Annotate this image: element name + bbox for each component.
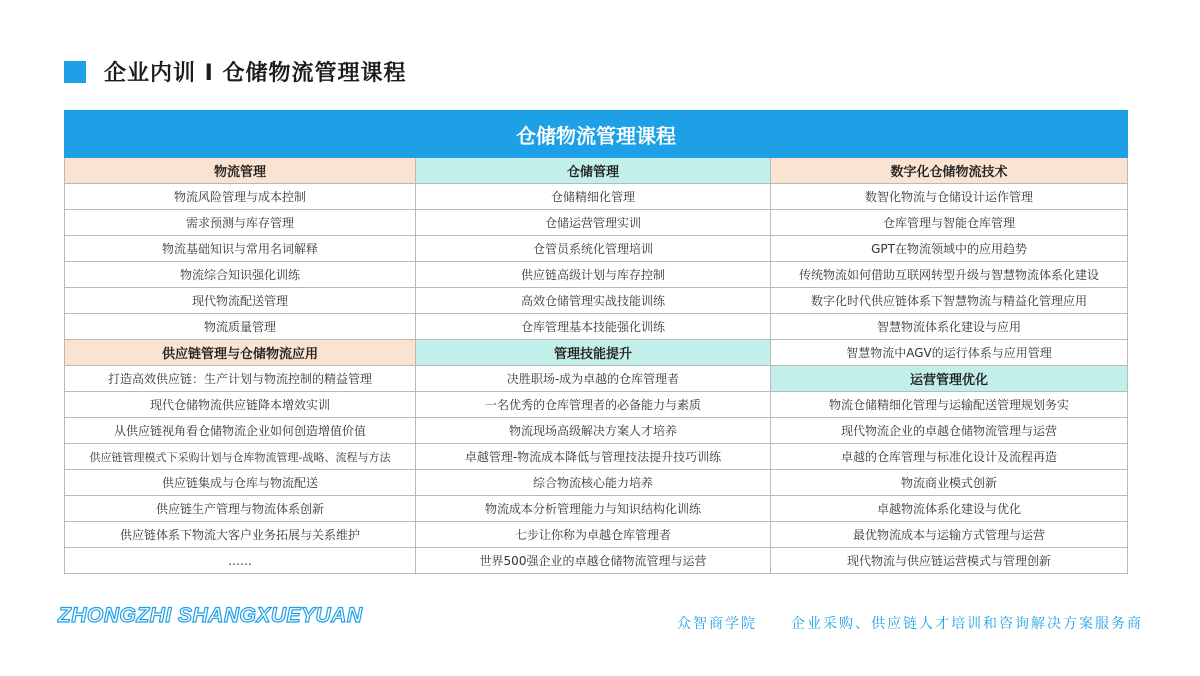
category-header: 供应链管理与仓储物流应用	[65, 340, 416, 366]
table-row	[65, 262, 1128, 288]
course-cell: 最优物流成本与运输方式管理与运营	[771, 522, 1128, 548]
course-cell: 数智化物流与仓储设计运作管理	[771, 184, 1128, 210]
category-header: 物流管理	[65, 158, 416, 184]
course-cell: 物流仓储精细化管理与运输配送管理规划务实	[771, 392, 1128, 418]
course-cell: 供应链管理模式下采购计划与仓库物流管理-战略、流程与方法	[65, 444, 416, 470]
table-row	[65, 236, 1128, 262]
course-cell: 决胜职场-成为卓越的仓库管理者	[416, 366, 771, 392]
course-cell: GPT在物流领域中的应用趋势	[771, 236, 1128, 262]
course-cell: 物流风险管理与成本控制	[65, 184, 416, 210]
course-cell: 世界500强企业的卓越仓储物流管理与运营	[416, 548, 771, 574]
course-table	[64, 110, 1128, 574]
course-cell: 仓管员系统化管理培训	[416, 236, 771, 262]
category-header: 数字化仓储物流技术	[771, 158, 1128, 184]
table-row	[65, 184, 1128, 210]
course-cell: 智慧物流中AGV的运行体系与应用管理	[771, 340, 1128, 366]
table-row	[65, 418, 1128, 444]
category-header: 仓储管理	[416, 158, 771, 184]
org-name: 众智商学院	[677, 616, 757, 632]
table-row	[65, 392, 1128, 418]
course-cell: 供应链高级计划与库存控制	[416, 262, 771, 288]
category-header: 运营管理优化	[771, 366, 1128, 392]
table-row	[65, 314, 1128, 340]
course-cell: 数字化时代供应链体系下智慧物流与精益化管理应用	[771, 288, 1128, 314]
course-cell: 物流商业模式创新	[771, 470, 1128, 496]
course-cell: 智慧物流体系化建设与应用	[771, 314, 1128, 340]
table-row	[65, 340, 1128, 366]
course-cell: 供应链生产管理与物流体系创新	[65, 496, 416, 522]
course-cell: 仓储精细化管理	[416, 184, 771, 210]
course-cell: 综合物流核心能力培养	[416, 470, 771, 496]
course-cell: 现代仓储物流供应链降本增效实训	[65, 392, 416, 418]
table-row	[65, 548, 1128, 574]
course-cell: 物流综合知识强化训练	[65, 262, 416, 288]
course-cell: 卓越管理-物流成本降低与管理技法提升技巧训练	[416, 444, 771, 470]
course-cell: 物流现场高级解决方案人才培养	[416, 418, 771, 444]
table-row	[65, 210, 1128, 236]
course-cell: 现代物流企业的卓越仓储物流管理与运营	[771, 418, 1128, 444]
course-cell: 高效仓储管理实战技能训练	[416, 288, 771, 314]
course-cell: 物流成本分析管理能力与知识结构化训练	[416, 496, 771, 522]
course-cell: 仓库管理基本技能强化训练	[416, 314, 771, 340]
course-cell: 七步让你称为卓越仓库管理者	[416, 522, 771, 548]
brand-wordmark: ZHONGZHI SHANGXUEYUAN	[58, 604, 363, 627]
course-cell: 现代物流与供应链运营模式与管理创新	[771, 548, 1128, 574]
course-cell: 供应链集成与仓库与物流配送	[65, 470, 416, 496]
table-row	[65, 158, 1128, 184]
course-cell: 打造高效供应链：生产计划与物流控制的精益管理	[65, 366, 416, 392]
page-title: 企业内训 I 仓储物流管理课程	[104, 61, 407, 86]
course-cell: 传统物流如何借助互联网转型升级与智慧物流体系化建设	[771, 262, 1128, 288]
category-header: 管理技能提升	[416, 340, 771, 366]
course-cell: 现代物流配送管理	[65, 288, 416, 314]
course-cell: 一名优秀的仓库管理者的必备能力与素质	[416, 392, 771, 418]
table-title: 仓储物流管理课程	[65, 111, 1128, 158]
course-cell: ……	[65, 548, 416, 574]
course-cell: 物流质量管理	[65, 314, 416, 340]
table-row	[65, 288, 1128, 314]
course-cell: 卓越物流体系化建设与优化	[771, 496, 1128, 522]
course-cell: 卓越的仓库管理与标准化设计及流程再造	[771, 444, 1128, 470]
course-cell: 供应链体系下物流大客户业务拓展与关系维护	[65, 522, 416, 548]
square-accent-icon	[64, 61, 86, 83]
course-cell: 物流基础知识与常用名词解释	[65, 236, 416, 262]
table-title-row	[65, 111, 1128, 158]
footer-tagline	[677, 613, 1143, 633]
table-row	[65, 522, 1128, 548]
table-row	[65, 470, 1128, 496]
course-cell: 仓储运营管理实训	[416, 210, 771, 236]
page-header	[64, 56, 407, 87]
table-row	[65, 366, 1128, 392]
course-cell: 从供应链视角看仓储物流企业如何创造增值价值	[65, 418, 416, 444]
table-row	[65, 444, 1128, 470]
course-cell: 需求预测与库存管理	[65, 210, 416, 236]
org-slogan: 企业采购、供应链人才培训和咨询解决方案服务商	[791, 616, 1143, 632]
course-cell: 仓库管理与智能仓库管理	[771, 210, 1128, 236]
table-row	[65, 496, 1128, 522]
